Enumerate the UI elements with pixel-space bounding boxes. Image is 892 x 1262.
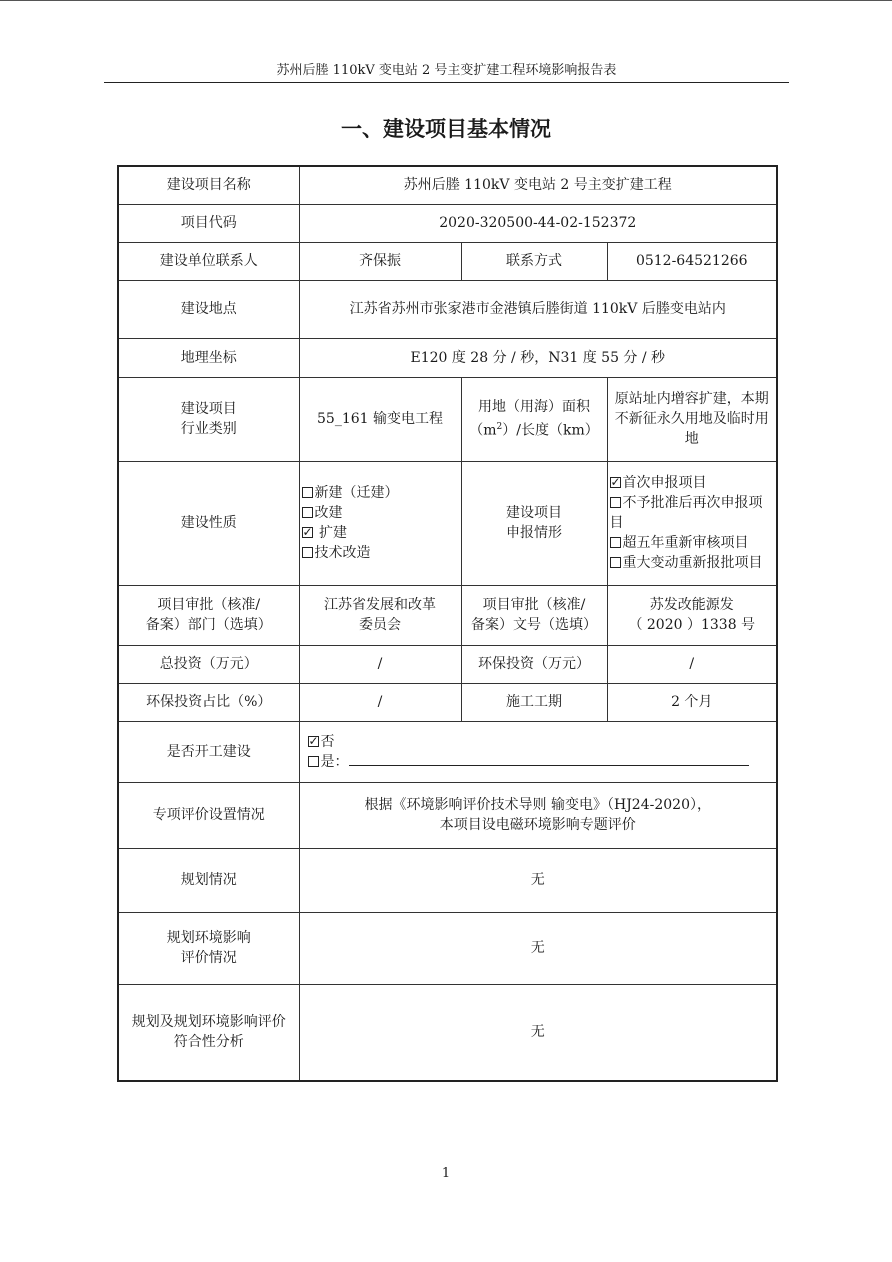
label-started: 是否开工建设: [118, 721, 299, 782]
header-divider: [104, 82, 789, 83]
nature-options: [299, 461, 461, 585]
started-option-no-label: 否: [320, 733, 335, 750]
label-area-line2-pre: （m: [469, 422, 497, 439]
report-option-five-years-label: 超五年重新审核项目: [622, 535, 749, 551]
label-approval-doc-line2: 备案）文号（选填）: [471, 617, 597, 633]
value-approval-dept-line2: 委员会: [359, 617, 401, 633]
row-industry: [118, 377, 777, 461]
report-option-major-change-label: 重大变动重新报批项目: [622, 555, 763, 571]
label-planning: 规划情况: [118, 848, 299, 912]
label-industry: [118, 377, 299, 461]
label-planning-conformity-line1: 规划及规划环境影响评价: [131, 1014, 286, 1031]
label-industry-line2: 行业类别: [180, 421, 237, 437]
nature-option-new-label: 新建（迁建）: [314, 485, 399, 501]
label-area-superscript: 2: [496, 422, 503, 433]
value-project-name: 苏州后塍 110kV 变电站 2 号主变扩建工程: [299, 166, 777, 204]
label-planning-eia-line1: 规划环境影响: [166, 930, 251, 946]
label-project-name: 建设项目名称: [118, 166, 299, 204]
value-planning-eia: 无: [299, 912, 777, 984]
label-area: [461, 377, 607, 461]
value-approval-doc-line1: 苏发改能源发: [649, 597, 734, 613]
value-approval-doc: [607, 585, 777, 645]
label-approval-doc: [461, 585, 607, 645]
value-phone: 0512-64521266: [607, 242, 777, 280]
page-number: 1: [441, 1166, 451, 1181]
row-contact: [118, 242, 777, 280]
checkbox-started-no[interactable]: [308, 736, 319, 747]
label-planning-eia-line2: 评价情况: [180, 950, 237, 966]
label-approval-dept-line1: 项目审批（核准/: [157, 597, 261, 613]
value-approval-dept: [299, 585, 461, 645]
started-options: [299, 721, 777, 782]
label-special-eval: 专项评价设置情况: [118, 782, 299, 848]
started-option-yes-label: 是：: [320, 753, 349, 770]
label-construction-period: 施工工期: [461, 683, 607, 721]
value-env-investment: /: [607, 645, 777, 683]
page-top-border: [0, 0, 892, 1]
label-env-investment: 环保投资（万元）: [461, 645, 607, 683]
label-report-type-line2: 申报情形: [506, 525, 562, 541]
running-header: 苏州后塍 110kV 变电站 2 号主变扩建工程环境影响报告表: [276, 63, 617, 78]
label-planning-conformity: [118, 984, 299, 1081]
row-project-name: [118, 166, 777, 204]
row-planning-eia: [118, 912, 777, 984]
row-planning: [118, 848, 777, 912]
value-planning: 无: [299, 848, 777, 912]
label-env-ratio: 环保投资占比（%）: [118, 683, 299, 721]
project-info-table: [117, 165, 778, 1082]
nature-option-rebuild[interactable]: [302, 503, 459, 523]
label-location: 建设地点: [118, 280, 299, 338]
checkbox-started-yes[interactable]: [308, 756, 319, 767]
label-contact: 建设单位联系人: [118, 242, 299, 280]
label-total-investment: 总投资（万元）: [118, 645, 299, 683]
label-planning-eia: [118, 912, 299, 984]
label-approval-doc-line1: 项目审批（核准/: [482, 597, 586, 613]
label-coordinates: 地理坐标: [118, 338, 299, 377]
nature-option-tech[interactable]: [302, 543, 459, 563]
checkbox-report-major-change[interactable]: [610, 557, 621, 568]
value-project-code: 2020-320500-44-02-152372: [299, 204, 777, 242]
started-option-yes[interactable]: [308, 752, 775, 772]
value-area: 原站址内增容扩建，本期不新征永久用地及临时用地: [607, 377, 777, 461]
value-approval-doc-line2: （ 2020 ）1338 号: [628, 617, 756, 633]
label-approval-dept: [118, 585, 299, 645]
report-option-first-label: 首次申报项目: [622, 475, 707, 491]
label-nature: 建设性质: [118, 461, 299, 585]
report-option-major-change[interactable]: [610, 553, 775, 573]
report-option-resubmit-label: 不予批准后再次申报项目: [609, 495, 763, 531]
label-area-line1: 用地（用海）面积: [478, 399, 590, 416]
value-construction-period: 2 个月: [607, 683, 777, 721]
label-report-type-line1: 建设项目: [506, 505, 562, 521]
checkbox-nature-new[interactable]: [302, 487, 313, 498]
label-planning-conformity-line2: 符合性分析: [173, 1034, 244, 1051]
value-env-ratio: /: [299, 683, 461, 721]
checkbox-nature-expand[interactable]: [302, 527, 313, 538]
row-special-eval: [118, 782, 777, 848]
label-industry-line1: 建设项目: [180, 401, 237, 417]
nature-option-new[interactable]: [302, 483, 459, 503]
nature-option-tech-label: 技术改造: [314, 545, 371, 561]
section-title: 一、建设项目基本情况: [341, 117, 551, 141]
value-special-eval-line1: 根据《环境影响评价技术导则 输变电》（HJ24-2020），: [364, 797, 711, 813]
checkbox-nature-tech[interactable]: [302, 547, 313, 558]
row-project-code: [118, 204, 777, 242]
nature-option-expand[interactable]: [302, 523, 459, 543]
label-approval-dept-line2: 备案）部门（选填）: [145, 617, 272, 633]
value-industry: 55_161 输变电工程: [299, 377, 461, 461]
label-project-code: 项目代码: [118, 204, 299, 242]
started-option-no[interactable]: [308, 732, 775, 752]
nature-option-rebuild-label: 改建: [314, 505, 343, 521]
value-special-eval-line2: 本项目设电磁环境影响专题评价: [439, 817, 636, 833]
report-option-resubmit[interactable]: [610, 493, 775, 533]
checkbox-report-resubmit[interactable]: [610, 497, 621, 508]
row-approval: [118, 585, 777, 645]
value-special-eval: [299, 782, 777, 848]
value-location: 江苏省苏州市张家港市金港镇后塍街道 110kV 后塍变电站内: [299, 280, 777, 338]
checkbox-report-five-years[interactable]: [610, 537, 621, 548]
row-ratio: [118, 683, 777, 721]
label-report-type: [461, 461, 607, 585]
nature-option-expand-label: 扩建: [314, 525, 347, 541]
row-location: [118, 280, 777, 338]
row-nature: [118, 461, 777, 585]
row-started: [118, 721, 777, 782]
value-approval-dept-line1: 江苏省发展和改革: [324, 597, 436, 613]
row-coordinates: [118, 338, 777, 377]
value-planning-conformity: 无: [299, 984, 777, 1081]
value-coordinates: E120 度 28 分 / 秒，N31 度 55 分 / 秒: [299, 338, 777, 377]
label-area-line2-post: ）/长度（km）: [502, 422, 599, 439]
report-options: [607, 461, 777, 585]
checkbox-report-first[interactable]: [610, 477, 621, 488]
report-option-first[interactable]: [610, 473, 775, 493]
value-total-investment: /: [299, 645, 461, 683]
value-contact: 齐保振: [299, 242, 461, 280]
row-investment: [118, 645, 777, 683]
started-yes-blank-line[interactable]: [349, 753, 749, 766]
report-option-five-years[interactable]: [610, 533, 775, 553]
label-phone: 联系方式: [461, 242, 607, 280]
checkbox-nature-rebuild[interactable]: [302, 507, 313, 518]
row-planning-conformity: [118, 984, 777, 1081]
